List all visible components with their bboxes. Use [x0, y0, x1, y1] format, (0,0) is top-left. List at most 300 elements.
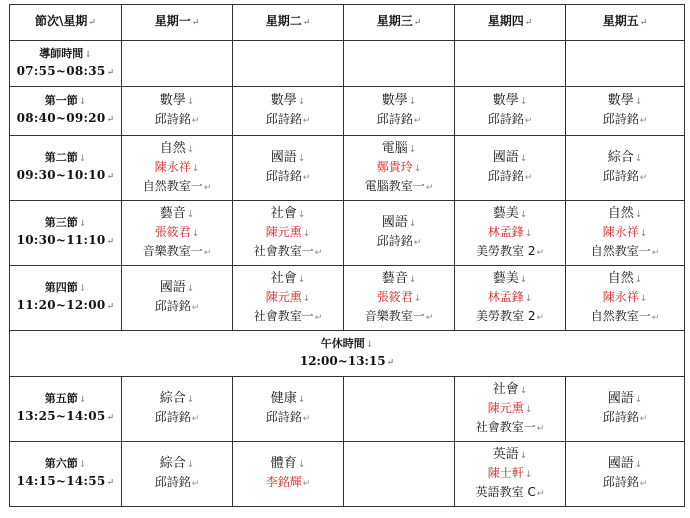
class-cell [233, 442, 344, 507]
class-subject-text: 綜合 [607, 150, 634, 165]
class-room [344, 178, 454, 197]
class-subject [344, 214, 454, 233]
cell-end-mark: ↵ [314, 247, 323, 258]
lunch-row [10, 331, 685, 377]
period-time [10, 110, 121, 129]
class-room [455, 484, 565, 503]
class-room [566, 308, 684, 327]
timetable [9, 4, 685, 507]
cell-end-mark: ↵ [651, 247, 660, 258]
homeroom-empty-cell [344, 41, 455, 87]
class-subject-text: 數學 [607, 93, 634, 108]
period-time [10, 408, 121, 427]
period-name [10, 46, 121, 63]
class-teacher-text: 陳永祥 [154, 159, 191, 174]
class-subject-text: 國語 [159, 280, 186, 295]
class-subject-text: 電腦 [381, 140, 408, 156]
para-mark: ↓ [634, 395, 643, 405]
para-mark: ↓ [186, 395, 195, 405]
lunch-cell [10, 331, 685, 377]
class-teacher-text: 邱詩銘 [154, 475, 191, 489]
lunch-name [10, 336, 684, 353]
class-subject [455, 446, 565, 465]
para-mark: ↓ [78, 284, 87, 294]
period-name [10, 150, 121, 167]
cell-end-mark: ↵ [413, 18, 422, 28]
class-teacher [233, 289, 343, 308]
class-cell [455, 136, 566, 201]
class-subject-text: 藝音 [159, 205, 186, 221]
para-mark: ↓ [519, 97, 528, 107]
class-subject [233, 390, 343, 409]
header-row [10, 5, 685, 41]
para-mark: ↓ [524, 469, 533, 480]
period-time [10, 297, 121, 316]
class-teacher-text: 邱詩銘 [602, 475, 639, 489]
class-teacher-text: 邱詩銘 [376, 112, 413, 126]
para-mark: ↓ [408, 97, 417, 107]
corner-header [10, 5, 122, 41]
class-teacher-text: 陳元熏 [265, 289, 302, 304]
class-room-text: 自然教室一 [590, 308, 651, 323]
class-teacher-text: 張筱君 [376, 289, 413, 304]
period-name-text: 第二節 [44, 151, 78, 164]
class-cell [566, 266, 685, 331]
cell-end-mark: ↵ [106, 172, 115, 182]
class-cell [233, 136, 344, 201]
period-time [10, 232, 121, 251]
cell-end-mark: ↵ [314, 312, 323, 323]
class-room-text: 社會教室一 [475, 419, 536, 434]
period-row [10, 87, 685, 136]
class-teacher [122, 224, 232, 243]
class-room-text: 社會教室一 [253, 243, 314, 258]
class-subject-text: 數學 [381, 93, 408, 108]
class-cell [233, 87, 344, 136]
para-mark: ↓ [519, 209, 528, 220]
class-teacher [455, 465, 565, 484]
para-mark: ↓ [297, 209, 306, 220]
class-room [122, 243, 232, 262]
cell-end-mark: ↵ [639, 173, 648, 183]
class-subject [566, 390, 684, 409]
para-mark: ↓ [524, 404, 533, 415]
class-cell [122, 201, 233, 266]
period-name-text: 第六節 [44, 457, 78, 470]
class-teacher-text: 鄭貴玲 [376, 159, 413, 174]
class-room-text: 自然教室一 [590, 243, 651, 258]
para-mark: ↓ [408, 144, 417, 155]
day-header-wed [344, 5, 455, 41]
class-subject-text: 數學 [270, 93, 297, 108]
para-mark: ↓ [78, 460, 87, 470]
cell-end-mark: ↵ [191, 414, 200, 424]
cell-end-mark: ↵ [386, 357, 395, 368]
para-mark: ↓ [186, 460, 195, 470]
class-subject [122, 455, 232, 474]
class-subject-text: 社會 [270, 270, 297, 286]
class-cell [233, 201, 344, 266]
cell-end-mark: ↵ [106, 478, 115, 488]
period-name [10, 215, 121, 232]
day-label: 星期二 [265, 14, 302, 28]
para-mark: ↓ [519, 450, 528, 461]
class-subject [455, 205, 565, 224]
class-room-text: 英語教室 C [475, 484, 536, 499]
period-time [10, 473, 121, 492]
cell-end-mark: ↵ [413, 116, 422, 126]
period-time-text: 14:15~14:55 [16, 474, 106, 488]
cell-end-mark: ↵ [536, 312, 544, 323]
class-teacher-text: 陳元熏 [265, 224, 302, 239]
class-cell [344, 87, 455, 136]
class-subject-text: 體育 [270, 456, 297, 471]
class-teacher [566, 111, 684, 130]
cell-end-mark: ↵ [106, 237, 115, 247]
class-cell [122, 442, 233, 507]
class-cell [455, 201, 566, 266]
cell-end-mark: ↵ [425, 312, 434, 323]
class-subject [344, 270, 454, 289]
class-teacher [566, 289, 684, 308]
para-mark: ↓ [408, 219, 417, 229]
para-mark: ↓ [524, 228, 533, 239]
class-teacher [233, 168, 343, 187]
class-subject-text: 自然 [607, 270, 634, 286]
period-label-cell [10, 136, 122, 201]
class-subject-text: 社會 [492, 381, 519, 397]
class-subject-text: 國語 [492, 150, 519, 165]
class-teacher [233, 111, 343, 130]
class-subject [566, 205, 684, 224]
class-teacher [566, 409, 684, 428]
para-mark: ↓ [297, 97, 306, 107]
class-cell [455, 377, 566, 442]
class-teacher [566, 168, 684, 187]
class-teacher-text: 陳永祥 [602, 224, 639, 239]
class-teacher [122, 111, 232, 130]
period-time-text: 11:20~12:00 [16, 298, 106, 312]
period-time-text: 09:30~10:10 [16, 168, 106, 182]
class-cell [344, 266, 455, 331]
period-name-text: 第五節 [44, 392, 78, 405]
class-subject [122, 279, 232, 298]
class-subject-text: 健康 [270, 391, 297, 406]
period-time-text: 13:25~14:05 [16, 409, 106, 423]
class-room-text: 社會教室一 [253, 308, 314, 323]
lunch-time-text: 12:00~13:15 [299, 353, 386, 368]
class-teacher-text: 林孟鋒 [487, 224, 524, 239]
class-teacher [344, 289, 454, 308]
para-mark: ↓ [634, 274, 643, 285]
homeroom-empty-cell [233, 41, 344, 87]
class-teacher [344, 233, 454, 252]
class-teacher [122, 159, 232, 178]
class-subject [455, 149, 565, 168]
cell-end-mark: ↵ [302, 414, 311, 424]
class-cell [566, 136, 685, 201]
cell-end-mark: ↵ [203, 247, 212, 258]
corner-label: 節次\星期 [35, 14, 88, 28]
class-teacher [233, 224, 343, 243]
class-subject-text: 國語 [607, 456, 634, 471]
cell-end-mark: ↵ [191, 303, 200, 313]
class-teacher-text: 張筱君 [154, 224, 191, 239]
para-mark: ↓ [191, 163, 200, 174]
cell-end-mark: ↵ [106, 67, 115, 78]
class-cell [566, 87, 685, 136]
para-mark: ↓ [78, 219, 87, 229]
class-subject [455, 381, 565, 400]
class-teacher-text: 邱詩銘 [602, 112, 639, 126]
class-teacher-text: 邱詩銘 [602, 410, 639, 424]
para-mark: ↓ [519, 154, 528, 164]
para-mark: ↓ [408, 274, 417, 285]
class-teacher [455, 168, 565, 187]
class-cell [344, 136, 455, 201]
class-cell [344, 442, 455, 507]
homeroom-empty-cell [455, 41, 566, 87]
period-time-text: 10:30~11:10 [16, 233, 106, 247]
class-room-text: 電腦教室一 [364, 178, 425, 193]
cell-end-mark: ↵ [651, 312, 660, 323]
cell-end-mark: ↵ [106, 115, 115, 125]
period-label-cell [10, 201, 122, 266]
class-subject [566, 149, 684, 168]
para-mark: ↓ [186, 97, 195, 107]
cell-end-mark: ↵ [413, 238, 422, 248]
para-mark: ↓ [186, 144, 195, 155]
class-cell [455, 87, 566, 136]
class-teacher-text: 林孟鋒 [487, 289, 524, 304]
para-mark: ↓ [634, 460, 643, 470]
homeroom-name: 導師時間 [39, 46, 84, 60]
day-header-fri [566, 5, 685, 41]
cell-end-mark: ↵ [88, 18, 96, 28]
cell-end-mark: ↵ [302, 116, 311, 126]
class-teacher [344, 111, 454, 130]
class-subject [566, 92, 684, 111]
para-mark: ↓ [639, 293, 648, 304]
class-teacher-text: 邱詩銘 [265, 112, 302, 126]
class-subject-text: 綜合 [159, 391, 186, 406]
class-subject [455, 92, 565, 111]
class-subject-text: 國語 [381, 215, 408, 230]
class-teacher [122, 409, 232, 428]
class-cell [233, 266, 344, 331]
class-cell [344, 377, 455, 442]
period-name [10, 456, 121, 473]
homeroom-row [10, 41, 685, 87]
class-teacher [566, 224, 684, 243]
period-label-cell [10, 442, 122, 507]
class-teacher [455, 111, 565, 130]
para-mark: ↓ [519, 385, 528, 396]
class-teacher [122, 298, 232, 317]
period-row [10, 136, 685, 201]
class-room [566, 243, 684, 262]
class-room-text: 音樂教室一 [364, 308, 425, 323]
class-teacher [233, 409, 343, 428]
lunch-name-text: 午休時間 [320, 336, 365, 350]
cell-end-mark: ↵ [302, 173, 311, 183]
cell-end-mark: ↵ [536, 423, 545, 434]
class-subject [122, 205, 232, 224]
para-mark: ↓ [297, 395, 306, 405]
class-teacher [455, 400, 565, 419]
class-teacher-text: 邱詩銘 [154, 112, 191, 126]
class-teacher [233, 474, 343, 493]
class-subject-text: 藝美 [492, 270, 519, 286]
class-subject [344, 140, 454, 159]
day-header-tue [233, 5, 344, 41]
class-teacher-text: 邱詩銘 [154, 410, 191, 424]
homeroom-time: 07:55~08:35 [16, 63, 106, 78]
para-mark: ↓ [78, 97, 87, 107]
class-teacher-text: 邱詩銘 [154, 299, 191, 313]
cell-end-mark: ↵ [106, 413, 115, 423]
para-mark: ↓ [634, 154, 643, 164]
class-cell [455, 442, 566, 507]
class-cell [566, 377, 685, 442]
class-cell [122, 377, 233, 442]
class-teacher-text: 邱詩銘 [602, 169, 639, 183]
class-subject [455, 270, 565, 289]
day-label: 星期一 [154, 14, 191, 28]
lunch-time [10, 353, 684, 372]
class-room-text: 自然教室一 [142, 178, 203, 193]
homeroom-cell [10, 41, 122, 87]
para-mark: ↓ [297, 460, 306, 470]
homeroom-empty-cell [566, 41, 685, 87]
class-room [455, 419, 565, 438]
para-mark: ↓ [413, 293, 422, 304]
class-subject-text: 自然 [159, 140, 186, 156]
cell-end-mark: ↵ [191, 18, 200, 28]
para-mark: ↓ [302, 228, 311, 239]
para-mark: ↓ [365, 339, 374, 350]
class-room [122, 178, 232, 197]
period-row [10, 377, 685, 442]
class-subject-text: 藝音 [381, 270, 408, 286]
cell-end-mark: ↵ [536, 488, 545, 499]
class-room-text: 美勞教室 2 [476, 308, 536, 323]
class-cell [122, 266, 233, 331]
para-mark: ↓ [302, 293, 311, 304]
cell-end-mark: ↵ [639, 414, 648, 424]
day-header-mon [122, 5, 233, 41]
cell-end-mark: ↵ [203, 182, 212, 193]
class-subject [233, 270, 343, 289]
cell-end-mark: ↵ [639, 18, 648, 28]
cell-end-mark: ↵ [106, 302, 115, 312]
class-subject [344, 92, 454, 111]
class-teacher [455, 289, 565, 308]
cell-end-mark: ↵ [639, 116, 648, 126]
para-mark: ↓ [634, 209, 643, 220]
period-time [10, 167, 121, 186]
class-room-text: 音樂教室一 [142, 243, 203, 258]
period-label-cell [10, 266, 122, 331]
class-subject [122, 92, 232, 111]
class-cell [344, 201, 455, 266]
class-subject-text: 藝美 [492, 205, 519, 221]
class-subject-text: 綜合 [159, 456, 186, 471]
class-subject-text: 英語 [492, 446, 519, 462]
class-teacher [344, 159, 454, 178]
class-room [455, 308, 565, 327]
cell-end-mark: ↵ [524, 116, 533, 126]
period-row [10, 442, 685, 507]
class-subject-text: 社會 [270, 205, 297, 221]
class-teacher-text: 李銘輝 [265, 475, 302, 489]
period-name-text: 第三節 [44, 216, 78, 229]
period-row [10, 201, 685, 266]
class-teacher-text: 陳元熏 [487, 400, 524, 415]
para-mark: ↓ [524, 293, 533, 304]
class-teacher-text: 邱詩銘 [265, 169, 302, 183]
timetable-body [10, 5, 685, 507]
class-cell [122, 87, 233, 136]
day-header-thu [455, 5, 566, 41]
class-teacher-text: 邱詩銘 [376, 234, 413, 248]
class-cell [566, 201, 685, 266]
class-subject-text: 數學 [159, 93, 186, 108]
para-mark: ↓ [78, 395, 87, 405]
period-row [10, 266, 685, 331]
class-room-text: 美勞教室 2 [476, 243, 536, 258]
cell-end-mark: ↵ [425, 182, 434, 193]
period-name [10, 93, 121, 110]
para-mark: ↓ [297, 154, 306, 164]
cell-end-mark: ↵ [191, 116, 200, 126]
period-label-cell [10, 87, 122, 136]
class-cell [566, 442, 685, 507]
cell-end-mark: ↵ [524, 18, 533, 28]
period-time [10, 63, 121, 82]
period-name-text: 第一節 [44, 94, 78, 107]
class-teacher-text: 邱詩銘 [265, 410, 302, 424]
cell-end-mark: ↵ [524, 173, 533, 183]
class-room [455, 243, 565, 262]
period-time-text: 08:40~09:20 [16, 111, 106, 125]
class-subject [233, 92, 343, 111]
cell-end-mark: ↵ [302, 479, 311, 489]
para-mark: ↓ [634, 97, 643, 107]
day-label: 星期五 [602, 14, 639, 28]
class-room [233, 308, 343, 327]
homeroom-empty-cell [122, 41, 233, 87]
class-room [233, 243, 343, 262]
day-label: 星期四 [487, 14, 524, 28]
period-name [10, 280, 121, 297]
class-subject-text: 國語 [270, 150, 297, 165]
para-mark: ↓ [186, 209, 195, 220]
class-teacher [566, 474, 684, 493]
class-subject [566, 270, 684, 289]
class-cell [233, 377, 344, 442]
class-teacher-text: 邱詩銘 [487, 169, 524, 183]
cell-end-mark: ↵ [302, 18, 311, 28]
para-mark: ↓ [519, 274, 528, 285]
period-name-text: 第四節 [44, 281, 78, 294]
class-teacher-text: 陳永祥 [602, 289, 639, 304]
class-room [344, 308, 454, 327]
class-subject [122, 140, 232, 159]
para-mark: ↓ [78, 154, 87, 164]
class-subject-text: 國語 [607, 391, 634, 406]
class-subject-text: 自然 [607, 205, 634, 221]
